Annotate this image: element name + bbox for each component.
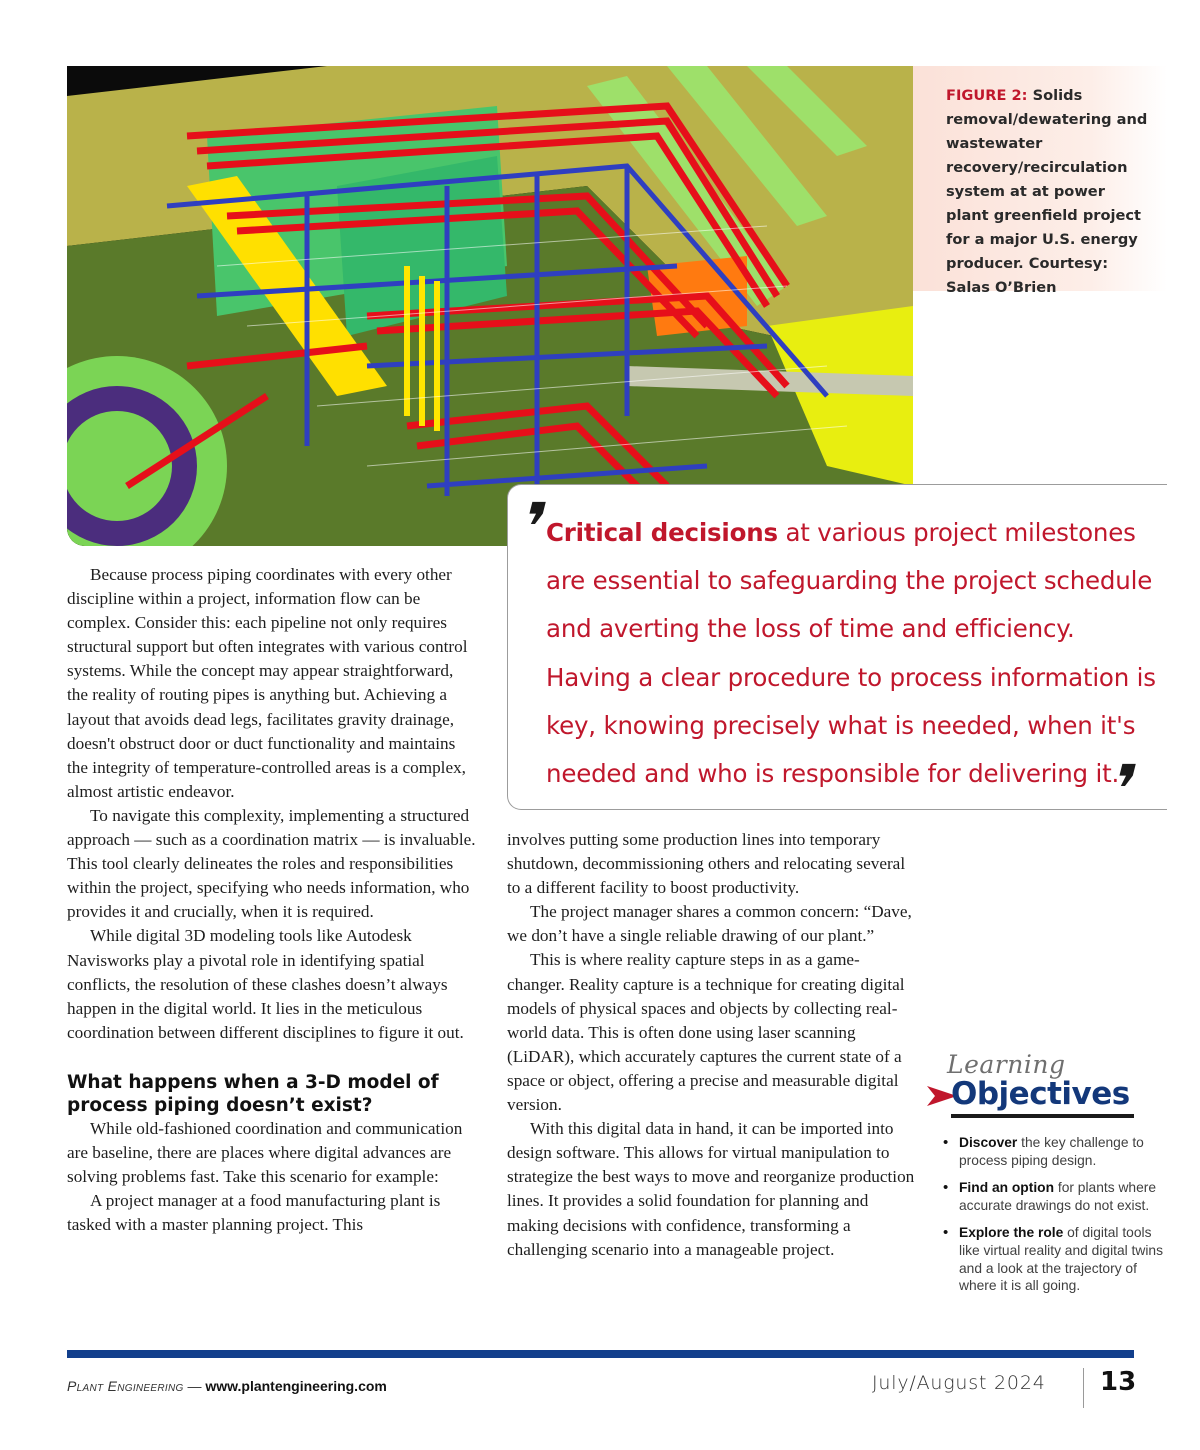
list-item: [927, 1224, 1167, 1294]
pull-quote-bold: Critical decisions: [546, 518, 778, 547]
paragraph: While digital 3D modeling tools like Autodesk Navisworks play a pivotal role in identifying spatial conflicts, the resolution of these clashes doesn’t always happen in the digital world. It lies in the meticulous coordination between different disciplines to figure it out.: [67, 926, 464, 1042]
footer-divider: [1083, 1368, 1084, 1408]
pull-quote-body: at various project milestones are essential to safeguarding the project schedule and averting the loss of time and efficiency. Having a clear procedure to process information is key, knowing precisely what is needed, when it's needed and who is responsible for delivering it.: [546, 518, 1156, 789]
objective-bold: Find an option: [959, 1180, 1055, 1196]
figure-label: FIGURE 2:: [946, 87, 1028, 104]
publication-url[interactable]: www.plantengineering.com: [205, 1378, 387, 1394]
paragraph: While old-fashioned coordination and communication are baseline, there are places where digital advances are solving problems fast. Take this scenario for example:: [67, 1118, 463, 1187]
paragraph: This is where reality capture steps in as a game-changer. Reality capture is a technique for creating digital models of physical spaces and objects by collecting real-world data. This is often done using laser scanning (LiDAR), which accurately captures the current state of a space or object, offering a precise and measurable digital version.: [507, 950, 905, 1115]
objective-text: for plants where accurate drawings do not exist.: [959, 1180, 1157, 1213]
objective-bold: Discover: [959, 1135, 1018, 1150]
paragraph: With this digital data in hand, it can be imported into design software. This allows for virtual manipulation to strategize the best ways to move and reorganize production lines. It provides a solid foundation for planning and making decisions with confidence, transforming a challenging scenario into a manageable project.: [507, 1119, 915, 1259]
objective-text: of digital tools like virtual reality and digital twins and a look at the trajectory of where it is all going.: [959, 1225, 1163, 1294]
objective-bold: Explore the role: [959, 1225, 1064, 1241]
paragraph: The project manager shares a common concern: “Dave, we don’t have a single reliable drawing of our plant.”: [507, 902, 912, 946]
objectives-list: [927, 1134, 1167, 1295]
paragraph: To navigate this complexity, implementing a structured approach — such as a coordination matrix — is invaluable. This tool clearly delineates the roles and responsibilities within the project, specifying who needs information, who provides it and crucially, when it is required.: [67, 805, 476, 922]
close-quote-icon: ❜: [1102, 751, 1145, 828]
objectives-title: Objectives: [951, 1076, 1130, 1112]
paragraph: involves putting some production lines into temporary shutdown, decommissioning others and relocating several to a different facility to boost productivity.: [507, 830, 906, 898]
page-number: 13: [1100, 1367, 1137, 1397]
open-quote-icon: ❜: [512, 489, 555, 566]
learning-title: Learning: [947, 1050, 1066, 1079]
paragraph: A project manager at a food manufacturing plant is tasked with a master planning project. This: [67, 1191, 441, 1235]
footer-publication: [67, 1378, 387, 1394]
pull-quote-text: [546, 509, 1166, 798]
article-column-1: [67, 563, 477, 1237]
section-heading: What happens when a 3-D model of process piping doesn’t exist?: [67, 1071, 439, 1116]
issue-date: July/August 2024: [872, 1372, 1046, 1394]
paragraph: Because process piping coordinates with every other discipline within a project, information flow can be complex. Consider this: each pipeline not only requires structural support but often integrates with various control systems. While the concept may appear straightforward, the reality of routing pipes is anything but. Achieving a layout that avoids dead legs, facilitates gravity drainage, doesn't obstruct door or duct functionality and maintains the integrity of temperature-controlled areas is a complex, almost artistic endeavor.: [67, 565, 468, 801]
footer-dash: —: [183, 1378, 206, 1394]
list-item: [927, 1179, 1167, 1214]
figure-image: [67, 66, 913, 546]
objective-text: the key challenge to process piping design.: [959, 1135, 1144, 1168]
footer-rule: [67, 1350, 1134, 1358]
figure-caption: [913, 66, 1167, 296]
3d-piping-model-render: [67, 66, 913, 546]
figure-caption-text: Solids removal/dewatering and wastewater recovery/recirculation system at at power plant greenfield project for a major U.S. energy producer. Courtesy: Salas O’Brien: [946, 87, 1148, 296]
learning-objectives: [927, 1050, 1167, 1305]
publication-name: Plant Engineering: [67, 1378, 184, 1394]
article-column-2: [507, 828, 917, 1262]
pull-quote: [507, 484, 1167, 828]
learning-objectives-header: [927, 1050, 1167, 1120]
objectives-underline: [951, 1114, 1134, 1118]
list-item: [927, 1134, 1167, 1169]
